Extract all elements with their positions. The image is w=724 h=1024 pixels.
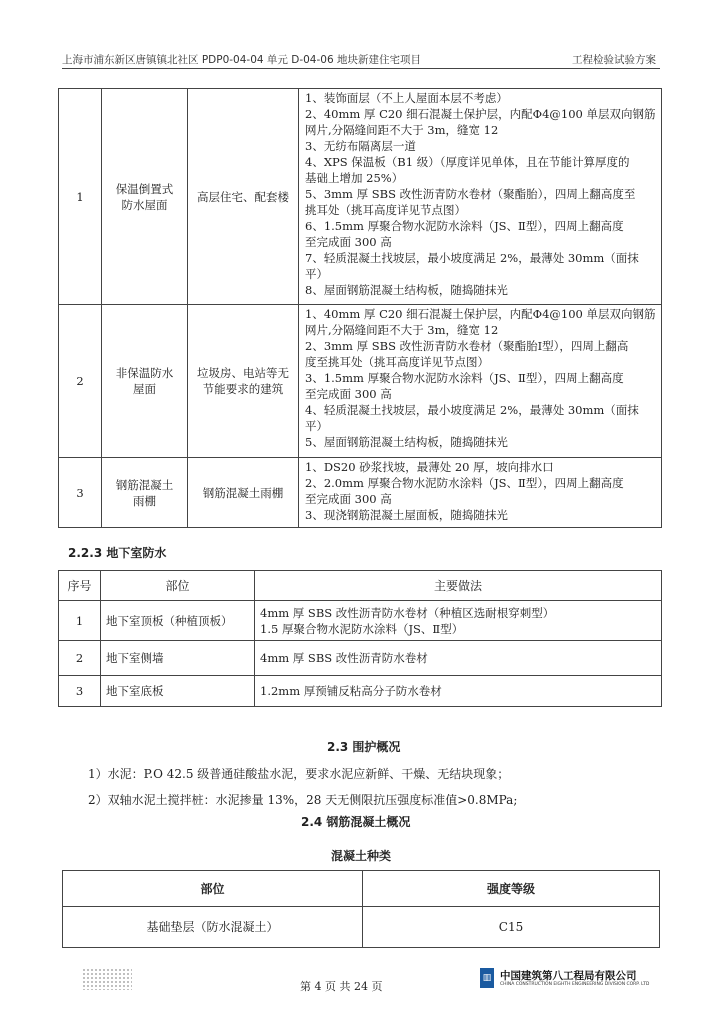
roof-type-line: 雨棚 (133, 493, 156, 508)
basement-part: 地下室顶板（种植顶板） (101, 601, 255, 641)
layer-line: 网片,分隔缝间距不大于 3m，缝宽 12 (305, 323, 499, 337)
layer-line: 4、XPS 保温板（B1 级）（厚度详见单体，且在节能计算厚度的 (305, 155, 630, 169)
concrete-types-subheading: 混凝土种类 (331, 849, 392, 863)
roof-scope (188, 458, 299, 528)
layer-line: 2、2.0mm 厚聚合物水泥防水涂料（JS、Ⅱ型），四周上翻高度 (305, 476, 624, 490)
layer-line: 至完成面 300 高 (305, 235, 392, 249)
concrete-part: 基础垫层（防水混凝土） (63, 907, 363, 948)
roof-scope-line: 垃圾房、电站等无 (197, 366, 289, 380)
layer-line: 2、3mm 厚 SBS 改性沥青防水卷材（聚酯胎Ⅰ型），四周上翻高 (305, 339, 629, 353)
layer-line: 5、屋面钢筋混凝土结构板，随捣随抹光 (305, 435, 508, 449)
layer-line: 至完成面 300 高 (305, 387, 392, 401)
column-header: 部位 (63, 871, 363, 907)
row-number: 1 (59, 89, 102, 305)
column-header: 主要做法 (255, 571, 662, 601)
basement-part: 地下室侧墙 (101, 641, 255, 676)
roof-layers (299, 305, 662, 458)
layer-line: 6、1.5mm 厚聚合物水泥防水涂料（JS、Ⅱ型），四周上翻高度 (305, 219, 624, 233)
row-number: 3 (59, 458, 102, 528)
layer-line: 8、屋面钢筋混凝土结构板，随捣随抹光 (305, 283, 508, 297)
roof-type (102, 89, 188, 305)
table-row (59, 458, 662, 528)
enclosure-line: 2）双轴水泥土搅拌桩：水泥掺量 13%，28 天无侧限抗压强度标准值>0.8MPa; (88, 793, 518, 807)
header-divider (62, 68, 660, 69)
company-name-en: CHINA CONSTRUCTION EIGHTH ENGINEERING DIVISION CORP. LTD (500, 982, 650, 987)
roof-layers (299, 89, 662, 305)
basement-method (255, 601, 662, 641)
company-name: 中国建筑第八工程局有限公司 (500, 970, 637, 982)
roof-layers (299, 458, 662, 528)
layer-line: 2、40mm 厚 C20 细石混凝土保护层，内配Φ4@100 单层双向钢筋 (305, 107, 656, 121)
section-heading-concrete: 2.4 钢筋混凝土概况 (301, 815, 411, 829)
layer-line: 4、轻质混凝土找坡层，最小坡度满足 2%，最薄处 30mm（面抹 (305, 403, 639, 417)
method-line: 4mm 厚 SBS 改性沥青防水卷材（种植区选耐根穿刺型） (260, 605, 555, 620)
roof-type (102, 305, 188, 458)
concrete-types-table (62, 870, 660, 948)
method-line: 1.5 厚聚合物水泥防水涂料（JS、Ⅱ型） (260, 621, 464, 636)
table-row (59, 89, 662, 305)
roof-scope-line: 高层住宅、配套楼 (197, 189, 289, 204)
section-heading-enclosure: 2.3 围护概况 (327, 740, 401, 754)
roof-scope (188, 305, 299, 458)
table-row (59, 676, 662, 707)
table-row (63, 907, 660, 948)
header-project-title: 上海市浦东新区唐镇镇北社区 PDP0-04-04 单元 D-04-06 地块新建住宅项目 (62, 54, 421, 66)
page-number: 第 4 页 共 24 页 (300, 980, 383, 993)
layer-line: 1、DS20 砂浆找坡，最薄处 20 厚，坡向排水口 (305, 460, 554, 474)
layer-line: 挑耳处（挑耳高度详见节点图） (305, 203, 466, 217)
layer-line: 1、40mm 厚 C20 细石混凝土保护层，内配Φ4@100 单层双向钢筋 (305, 307, 656, 321)
basement-waterproofing-table (58, 570, 662, 707)
row-number: 2 (59, 641, 101, 676)
layer-line: 至完成面 300 高 (305, 492, 392, 506)
company-logo-icon: ▥ (480, 968, 494, 988)
roof-type-line: 非保温防水 (115, 366, 174, 380)
concrete-grade: C15 (363, 907, 660, 948)
row-number: 3 (59, 676, 101, 707)
column-header: 部位 (101, 571, 255, 601)
column-header: 强度等级 (363, 871, 660, 907)
table-row (59, 305, 662, 458)
layer-line: 基础上增加 25%） (305, 171, 404, 185)
layer-line: 5、3mm 厚 SBS 改性沥青防水卷材（聚酯胎），四周上翻高度至 (305, 187, 636, 201)
roof-waterproofing-table (58, 88, 662, 528)
table-header-row (59, 571, 662, 601)
table-header-row (63, 871, 660, 907)
layer-line: 3、1.5mm 厚聚合物水泥防水涂料（JS、Ⅱ型），四周上翻高度 (305, 371, 624, 385)
table-row (59, 601, 662, 641)
basement-part: 地下室底板 (101, 676, 255, 707)
header-doc-title: 工程检验试验方案 (572, 54, 656, 66)
basement-method (255, 676, 662, 707)
layer-line: 3、无纺布隔离层一道 (305, 139, 416, 153)
roof-scope (188, 89, 299, 305)
page-header (62, 50, 660, 68)
layer-line: 平） (305, 267, 328, 281)
table-row (59, 641, 662, 676)
row-number: 1 (59, 601, 101, 641)
roof-type (102, 458, 188, 528)
row-number: 2 (59, 305, 102, 458)
method-line: 1.2mm 厚预铺反粘高分子防水卷材 (260, 684, 442, 698)
roof-scope-line: 钢筋混凝土雨棚 (202, 485, 284, 500)
basement-method (255, 641, 662, 676)
roof-type-line: 屋面 (133, 382, 156, 396)
layer-line: 7、轻质混凝土找坡层，最小坡度满足 2%，最薄处 30mm（面抹 (305, 251, 639, 265)
roof-type-line: 钢筋混凝土 (115, 477, 174, 492)
method-line: 4mm 厚 SBS 改性沥青防水卷材 (260, 651, 428, 665)
layer-line: 1、装饰面层（不上人屋面本层不考虑） (305, 91, 508, 105)
roof-type-line: 保温倒置式 (115, 181, 174, 196)
layer-line: 平） (305, 419, 328, 433)
layer-line: 3、现浇钢筋混凝土屋面板，随捣随抹光 (305, 508, 508, 522)
section-heading-basement: 2.2.3 地下室防水 (68, 546, 167, 560)
column-header: 序号 (59, 571, 101, 601)
roof-scope-line: 节能要求的建筑 (202, 382, 284, 396)
enclosure-line: 1）水泥：P.O 42.5 级普通硅酸盐水泥，要求水泥应新鲜、干燥、无结块现象； (88, 767, 510, 781)
roof-type-line: 防水屋面 (121, 197, 168, 212)
footer-decoration (82, 968, 132, 990)
layer-line: 度至挑耳处（挑耳高度详见节点图） (305, 355, 489, 369)
layer-line: 网片,分隔缝间距不大于 3m，缝宽 12 (305, 123, 499, 137)
